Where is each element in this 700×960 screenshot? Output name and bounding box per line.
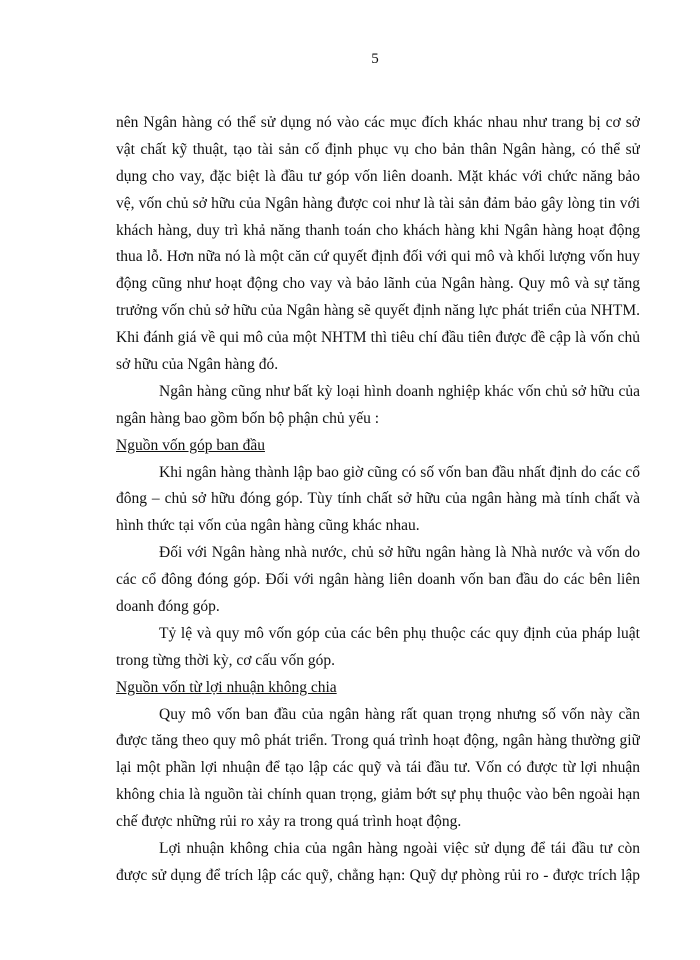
text-line bbox=[116, 755, 640, 782]
text-line bbox=[116, 567, 640, 594]
text-line bbox=[116, 702, 640, 729]
line-text: nên Ngân hàng có thể sử dụng nó vào các mục đích khác nhau như trang bị cơ sở bbox=[116, 114, 640, 131]
text-line bbox=[116, 728, 640, 755]
line-text: được sử dụng để trích lập các quỹ, chẳng hạn: Quỹ dự phòng rủi ro - được trích lập bbox=[116, 866, 640, 884]
text-line bbox=[116, 406, 640, 433]
line-text: Tỷ lệ và quy mô vốn góp của các bên phụ thuộc các quy định của pháp luật bbox=[159, 624, 640, 642]
text-line bbox=[116, 352, 640, 379]
text-line bbox=[116, 836, 640, 863]
line-text: lại một phần lợi nhuận để tạo lập các quỹ và tái đầu tư. Vốn có được từ lợi nhuận bbox=[116, 759, 640, 777]
text-line bbox=[116, 594, 640, 621]
text-line bbox=[116, 218, 640, 245]
line-text: trưởng vốn chủ sở hữu của Ngân hàng sẽ quyết định năng lực phát triển của NHTM. bbox=[116, 302, 640, 320]
text-line bbox=[116, 164, 640, 191]
line-text: hình thức tại vốn của ngân hàng cũng khác nhau. bbox=[116, 517, 420, 535]
line-text: thua lỗ. Hơn nữa nó là một căn cứ quyết định đối với qui mô và khối lượng vốn huy bbox=[116, 248, 640, 266]
text-line bbox=[116, 621, 640, 648]
line-text: chế được những rủi ro xảy ra trong quá trình hoạt động. bbox=[116, 813, 462, 831]
line-text: khách hàng, duy trì khả năng thanh toán cho khách hàng khi Ngân hàng hoạt động bbox=[116, 221, 640, 239]
body-text bbox=[116, 110, 640, 890]
text-line bbox=[116, 379, 640, 406]
line-text: Đối với Ngân hàng nhà nước, chủ sở hữu ngân hàng là Nhà nước và vốn do bbox=[159, 544, 640, 562]
text-line bbox=[116, 809, 640, 836]
line-text: ngân hàng bao gồm bốn bộ phận chủ yếu : bbox=[116, 409, 380, 427]
line-text: được tăng theo quy mô phát triển. Trong quá trình hoạt động, ngân hàng thường giữ bbox=[116, 732, 640, 750]
line-text: dụng cho vay, đặc biệt là đầu tư góp vốn liên doanh. Mặt khác với chức năng bảo bbox=[116, 167, 640, 185]
text-line bbox=[116, 460, 640, 487]
text-line bbox=[116, 191, 640, 218]
text-line bbox=[116, 486, 640, 513]
line-text: Khi ngân hàng thành lập bao giờ cũng có số vốn ban đầu nhất định do các cổ bbox=[159, 463, 640, 481]
line-text: Lợi nhuận không chia của ngân hàng ngoài việc sử dụng để tái đầu tư còn bbox=[159, 840, 640, 858]
text-line bbox=[116, 110, 640, 137]
text-line bbox=[116, 540, 640, 567]
text-line bbox=[116, 648, 640, 675]
text-line bbox=[116, 325, 640, 352]
section-heading: Nguồn vốn góp ban đầu bbox=[116, 436, 265, 454]
text-line bbox=[116, 513, 640, 540]
text-line bbox=[116, 782, 640, 809]
line-text: sở hữu của Ngân hàng đó. bbox=[116, 356, 279, 374]
text-line bbox=[116, 298, 640, 325]
line-text: động cũng như hoạt động cho vay và bảo lãnh của Ngân hàng. Quy mô và sự tăng bbox=[116, 275, 640, 293]
line-text: Khi đánh giá về qui mô của một NHTM thì tiêu chí đầu tiên được đề cập là vốn chủ bbox=[116, 329, 640, 347]
text-line bbox=[116, 244, 640, 271]
text-line bbox=[116, 137, 640, 164]
line-text: Quy mô vốn ban đầu của ngân hàng rất quan trọng nhưng số vốn này cần bbox=[159, 705, 640, 723]
text-line bbox=[116, 271, 640, 298]
line-text: vệ, vốn chủ sở hữu của Ngân hàng được coi như là tài sản đảm bảo gây lòng tin với bbox=[116, 194, 640, 212]
line-text: doanh đóng góp. bbox=[116, 598, 220, 616]
line-text: đông – chủ sở hữu đóng góp. Tùy tính chất sở hữu của ngân hàng mà tính chất và bbox=[116, 490, 640, 508]
section-heading: Nguồn vốn từ lợi nhuận không chia bbox=[116, 678, 337, 696]
line-text: không chia là nguồn tài chính quan trọng, giảm bớt sự phụ thuộc vào bên ngoài hạn bbox=[116, 786, 640, 804]
line-text: Ngân hàng cũng như bất kỳ loại hình doanh nghiệp khác vốn chủ sở hữu của bbox=[159, 382, 640, 400]
section-heading-line bbox=[116, 433, 640, 460]
page-number: 5 bbox=[371, 51, 379, 67]
line-text: trong từng thời kỳ, cơ cấu vốn góp. bbox=[116, 651, 335, 669]
line-text: vật chất kỹ thuật, tạo tài sản cố định phục vụ cho bản thân Ngân hàng, có thể sử bbox=[116, 140, 640, 158]
text-line bbox=[116, 863, 640, 890]
section-heading-line bbox=[116, 675, 640, 702]
line-text: các cổ đông đóng góp. Đối với ngân hàng liên doanh vốn ban đầu do các bên liên bbox=[116, 571, 640, 589]
